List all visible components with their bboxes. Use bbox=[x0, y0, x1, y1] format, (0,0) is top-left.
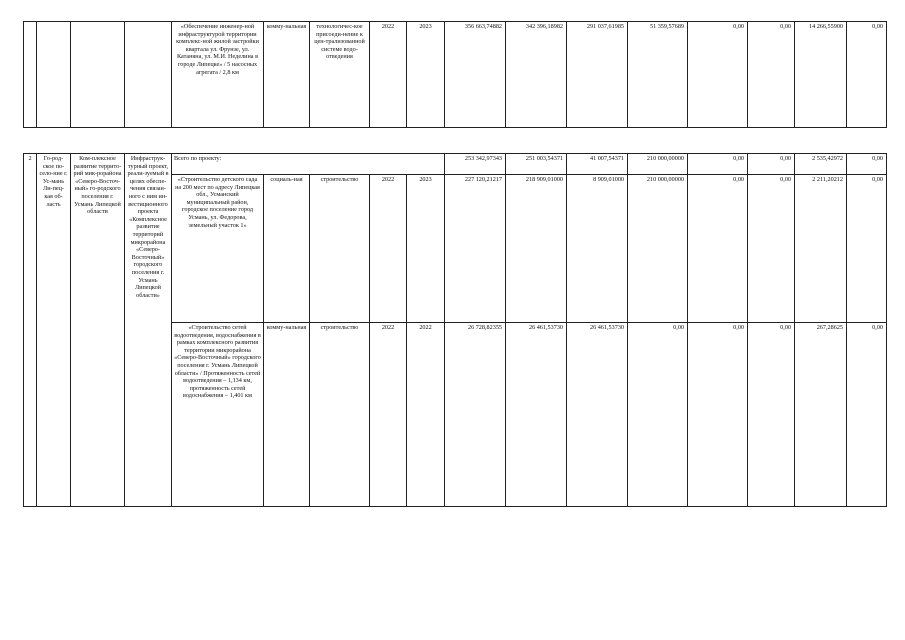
cell-infra: Инфраструк-турный проект, реали-зуемый в целях обеспе-чения связан-ного с ним ин-вестиционного проекта «Комплексное развитие территорий микрорайона «Северо-Восточный» городского поселения г. Усмань Липецкой области» bbox=[125, 154, 172, 507]
cell-v3: 291 037,61985 bbox=[567, 22, 628, 128]
cell-v2: 342 396,18982 bbox=[506, 22, 567, 128]
cell-object: «Строительство детского сада на 200 мест по адресу Липецкая обл., Усманский муниципальный район, городское поселение город Усмань, ул. Федорова, земельный участок 1» bbox=[172, 175, 264, 323]
cell-project bbox=[71, 22, 125, 128]
table-row-total bbox=[24, 154, 887, 175]
cell-v2: 26 461,53730 bbox=[506, 323, 567, 507]
cell-type: комму-нальная bbox=[264, 323, 310, 507]
cell-work: строительство bbox=[310, 323, 370, 507]
cell-start: 2022 bbox=[370, 22, 407, 128]
table-row bbox=[24, 22, 887, 128]
cell-total-v3: 41 007,54371 bbox=[567, 154, 628, 175]
cell-v7: 14 266,55900 bbox=[795, 22, 847, 128]
cell-v3: 8 909,01000 bbox=[567, 175, 628, 323]
cell-total-v8: 0,00 bbox=[847, 154, 887, 175]
cell-v5: 0,00 bbox=[688, 22, 748, 128]
cell-v1: 26 728,82355 bbox=[445, 323, 506, 507]
cell-num: 2 bbox=[24, 154, 37, 507]
cell-v6: 0,00 bbox=[748, 175, 795, 323]
cell-v7: 267,28625 bbox=[795, 323, 847, 507]
cell-type: комму-нальная bbox=[264, 22, 310, 128]
cell-v7: 2 211,20212 bbox=[795, 175, 847, 323]
cell-v4: 51 359,57689 bbox=[628, 22, 688, 128]
cell-v8: 0,00 bbox=[847, 22, 887, 128]
cell-v8: 0,00 bbox=[847, 323, 887, 507]
cell-start: 2022 bbox=[370, 175, 407, 323]
cell-total-v1: 253 342,97343 bbox=[445, 154, 506, 175]
cell-v8: 0,00 bbox=[847, 175, 887, 323]
cell-work: строительство bbox=[310, 175, 370, 323]
cell-end: 2023 bbox=[407, 175, 445, 323]
cell-total-v4: 210 000,00000 bbox=[628, 154, 688, 175]
cell-total-v2: 251 003,54371 bbox=[506, 154, 567, 175]
cell-object: «Строительство сетей водоотведения, водоснабжения в рамках комплексного развития территории микрорайона «Северо-Восточный» городского поселения г. Усмань Липецкой области» / Протяженность сетей водоотведения – 1,134 км, протяженность сетей водоснабжения – 1,401 км bbox=[172, 323, 264, 507]
cell-v4: 210 000,00000 bbox=[628, 175, 688, 323]
table-project-2 bbox=[23, 153, 887, 507]
cell-name bbox=[37, 22, 71, 128]
cell-v6: 0,00 bbox=[748, 22, 795, 128]
cell-name: Го-род-ское по-село-ние г. Ус-мань Ли-пец-кая об-ласть bbox=[37, 154, 71, 507]
cell-total-v6: 0,00 bbox=[748, 154, 795, 175]
cell-project: Ком-плексное развитие террито-рий мик-рорайона «Северо-Восточ-ный» го-родского поселения г. Усмань Липецкой области bbox=[71, 154, 125, 507]
cell-end: 2022 bbox=[407, 323, 445, 507]
cell-v4: 0,00 bbox=[628, 323, 688, 507]
cell-v1: 356 663,74882 bbox=[445, 22, 506, 128]
cell-infra bbox=[125, 22, 172, 128]
cell-object: «Обеспечение инженер-ной инфраструктурой территории комплекс-ной жилой застройки квартала ул. Фрунзе, ул. Катаняна, ул. М.И. Неделина в городе Липецке» / 5 насосных агрегата / 2,8 км bbox=[172, 22, 264, 128]
cell-type: социаль-ная bbox=[264, 175, 310, 323]
cell-work: технологичес-кое присоеди-нение к цен-трализованной системе водо-отведения bbox=[310, 22, 370, 128]
cell-v3: 26 461,53730 bbox=[567, 323, 628, 507]
cell-v1: 227 120,21217 bbox=[445, 175, 506, 323]
cell-num bbox=[24, 22, 37, 128]
cell-end: 2023 bbox=[407, 22, 445, 128]
cell-total-v5: 0,00 bbox=[688, 154, 748, 175]
cell-v6: 0,00 bbox=[748, 323, 795, 507]
cell-v5: 0,00 bbox=[688, 323, 748, 507]
cell-total-label: Всего по проекту: bbox=[172, 154, 445, 175]
cell-v2: 218 909,01000 bbox=[506, 175, 567, 323]
table-fragment-top bbox=[23, 21, 887, 128]
cell-v5: 0,00 bbox=[688, 175, 748, 323]
cell-start: 2022 bbox=[370, 323, 407, 507]
cell-total-v7: 2 535,42972 bbox=[795, 154, 847, 175]
